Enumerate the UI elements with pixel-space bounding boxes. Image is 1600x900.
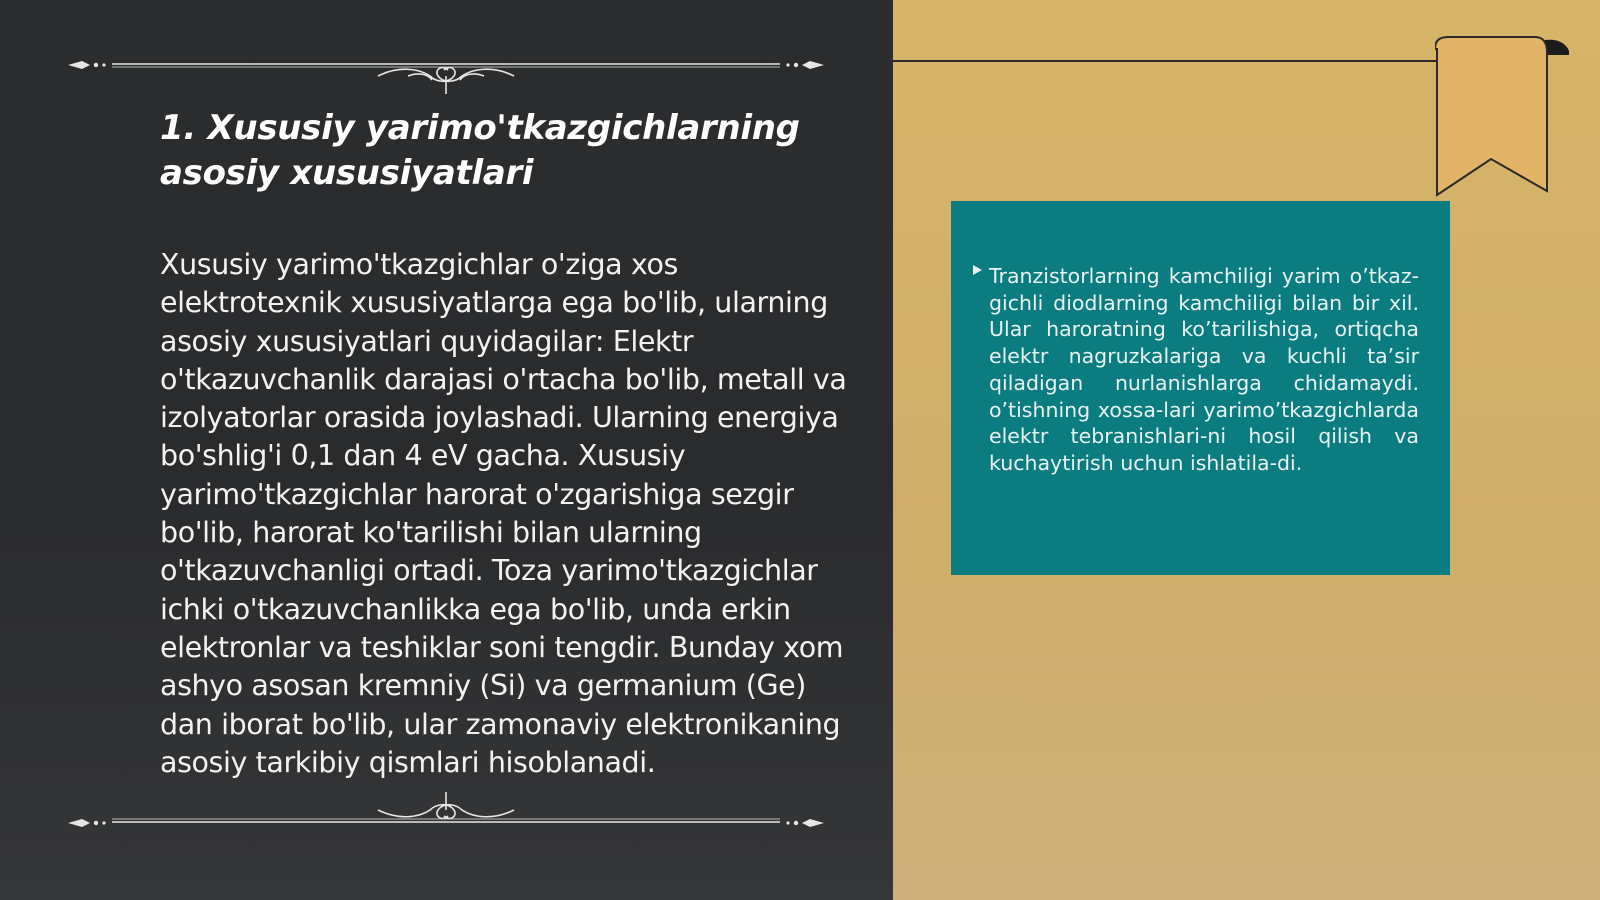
flourish-divider-icon (68, 40, 824, 96)
info-box (951, 201, 1450, 575)
triangle-bullet-icon (973, 265, 982, 275)
slide-title: 1. Xususiy yarimo'tkazgichlarning asosiy xususiyatlari (160, 108, 800, 193)
bookmark-ribbon-icon (1435, 33, 1600, 203)
body-paragraph: Xususiy yarimo'tkazgichlar o'ziga xos elektrotexnik xususiyatlarga ega bo'lib, ularning asosiy xususiyatlari quyidagilar: Elektr o'tkazuvchanlik darajasi o'rtacha bo'lib, metall va izolyatorlar orasida joylashadi. Ularning energiya bo'shlig'i 0,1 dan 4 eV gacha. Xususiy yarimo'tkazgichlar harorat o'zgarishiga sezgir bo'lib, harorat ko'tarilishi bilan ularning o'tkazuvchanligi ortadi. Toza yarimo'tkazgichlar ichki o'tkazuvchanlikka ega bo'lib, unda erkin elektronlar va teshiklar soni tengdir. Bunday xom ashyo asosan kremniy (Si) va germanium (Ge) dan iborat bo'lib, ular zamonaviy elektronikaning asosiy tarkibiy qismlari hisoblanadi. (160, 248, 847, 779)
info-bullet-item: Tranzistorlarning kamchiligi yarim o’tkaz-gichli diodlarning kamchiligi bilan bir xil. Ular haroratning ko’tarilishiga, ortiqcha elektr nagruzkalariga va kuchli ta’sir qiladigan nurlanishlarga chidamaydi. o’tishning xossa-lari yarimo’tkazgichlarda elektr tebranishlari-ni hosil qilish va kuchaytirish uchun ishlatila-di. (989, 264, 1419, 475)
flourish-divider-icon (68, 772, 824, 828)
right-divider-line (893, 60, 1438, 62)
